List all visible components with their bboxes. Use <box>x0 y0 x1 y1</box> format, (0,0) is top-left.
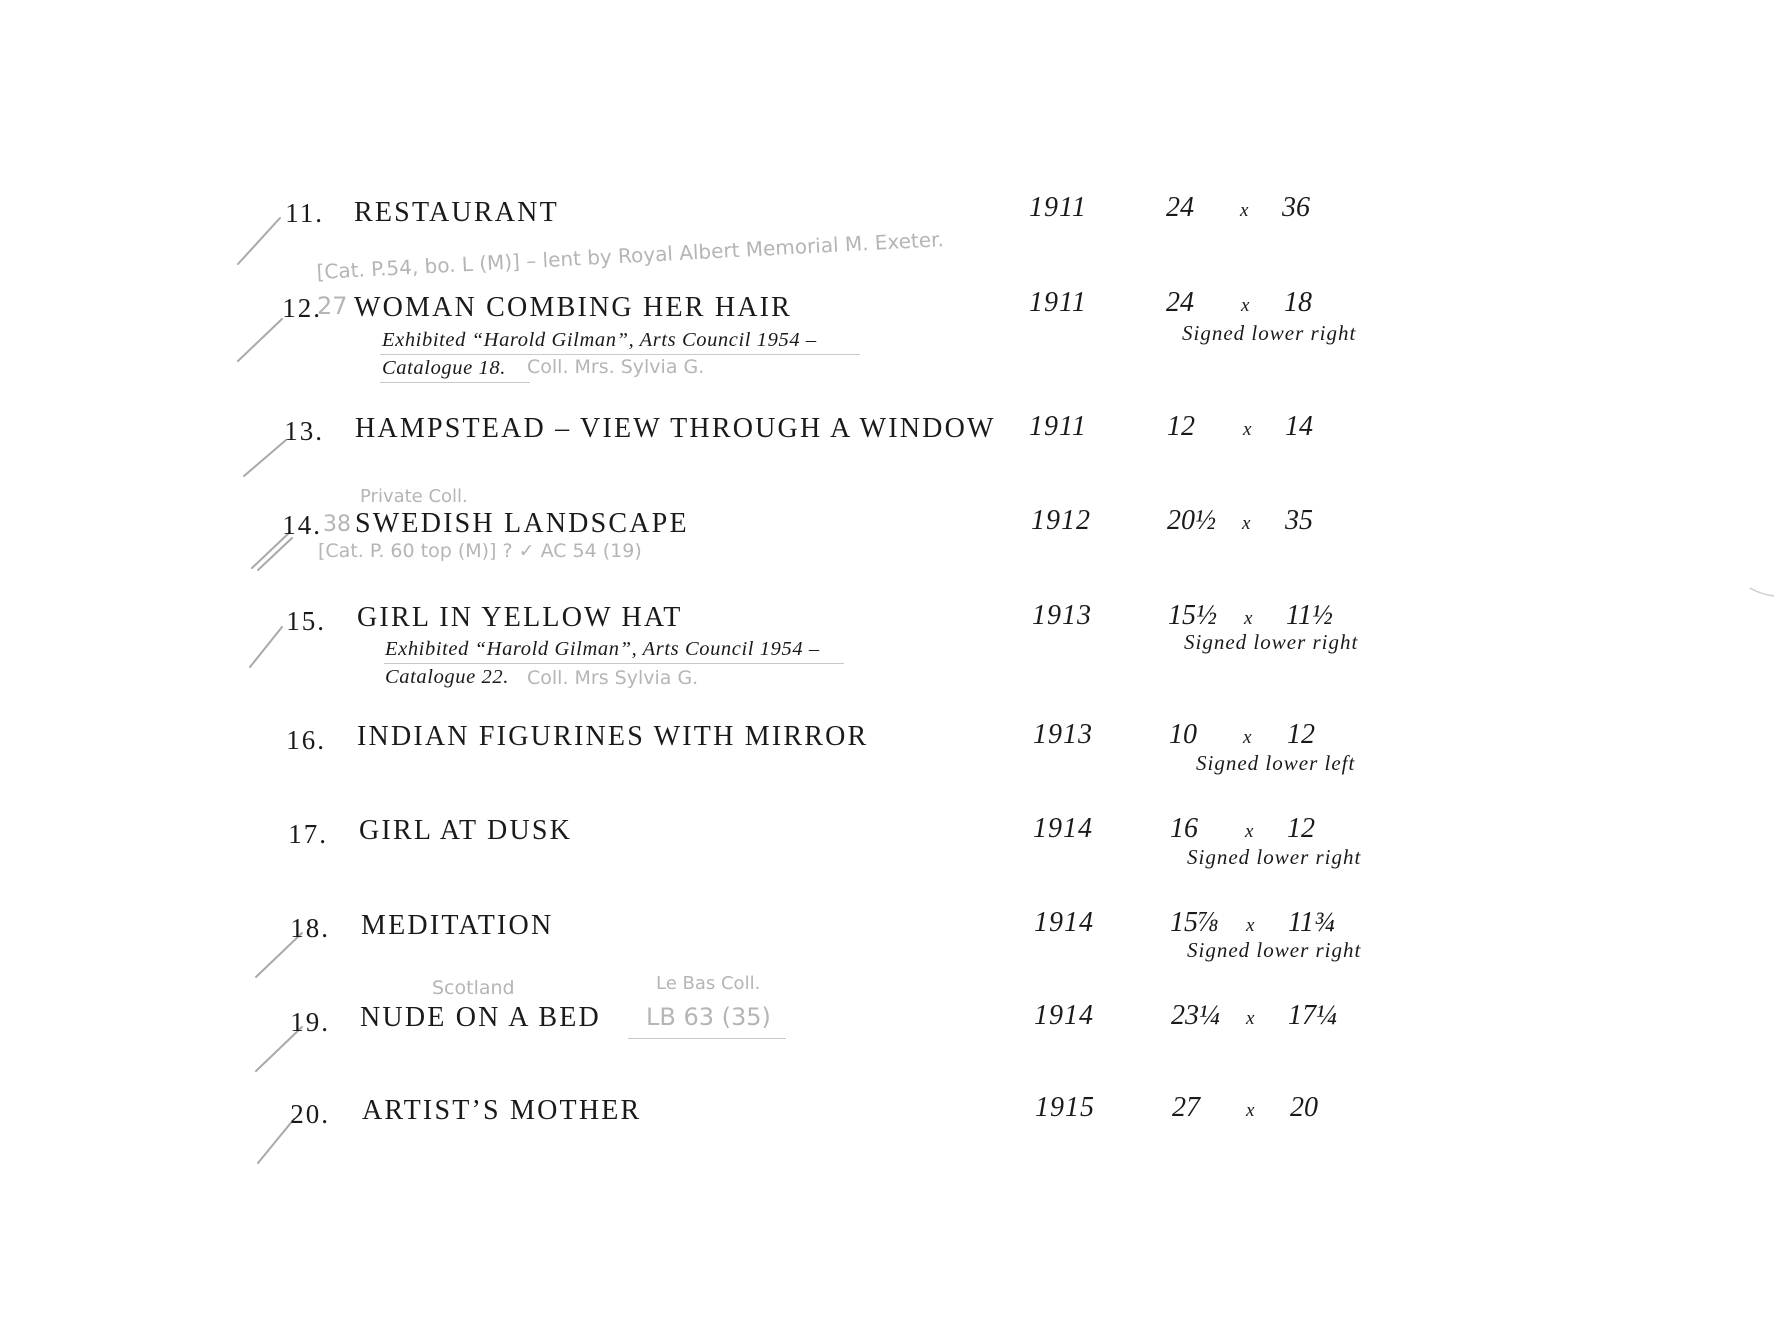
entry-year: 1913 <box>1033 719 1093 750</box>
dimension-separator: x <box>1242 513 1251 534</box>
signature-note: Signed lower right <box>1184 630 1359 654</box>
dimension-separator: x <box>1240 200 1249 221</box>
pencil-annotation: 27 <box>317 292 348 320</box>
dimension-separator: x <box>1243 419 1252 440</box>
signature-note: Signed lower right <box>1182 321 1357 345</box>
dimension-height: 12 <box>1287 719 1315 750</box>
catalogue-entry-15 <box>0 600 1778 723</box>
dimension-width: 10 <box>1169 719 1197 750</box>
entry-year: 1911 <box>1029 411 1087 442</box>
entry-title: SWEDISH LANDSCAPE <box>355 508 689 539</box>
entry-year: 1915 <box>1035 1092 1095 1123</box>
pencil-annotation: Private Coll. <box>360 486 468 507</box>
dimension-height: 36 <box>1282 192 1310 223</box>
dimension-width: 20½ <box>1167 505 1216 536</box>
entry-title: HAMPSTEAD – VIEW THROUGH A WINDOW <box>355 413 996 444</box>
exhibition-note: Exhibited “Harold Gilman”, Arts Council 1954 – <box>382 329 817 351</box>
dimension-height: 17¼ <box>1288 1000 1337 1031</box>
exhibition-note: Catalogue 18. <box>382 357 506 379</box>
dimension-width: 15½ <box>1168 600 1217 631</box>
dimension-width: 12 <box>1167 411 1195 442</box>
dimension-width: 15⅞ <box>1170 907 1219 938</box>
pencil-underline <box>384 663 844 664</box>
dimension-separator: x <box>1246 915 1255 936</box>
dimension-height: 20 <box>1290 1092 1318 1123</box>
pencil-annotation: Le Bas Coll. <box>656 973 761 994</box>
dimension-height: 11½ <box>1286 600 1333 631</box>
pencil-annotation: 38 <box>323 512 351 537</box>
pencil-underline <box>380 382 530 383</box>
entry-number: 19. <box>290 1007 330 1037</box>
entry-title: RESTAURANT <box>354 197 559 228</box>
pencil-annotation: Scotland <box>432 977 515 999</box>
pencil-underline <box>628 1038 786 1039</box>
entry-number: 16. <box>286 725 326 755</box>
pencil-annotation: Coll. Mrs Sylvia G. <box>527 667 699 689</box>
entry-number: 11. <box>285 198 324 228</box>
dimension-width: 24 <box>1166 287 1194 318</box>
dimension-width: 23¼ <box>1171 1000 1220 1031</box>
entry-year: 1911 <box>1029 287 1087 318</box>
dimension-separator: x <box>1245 821 1254 842</box>
dimension-width: 27 <box>1172 1092 1200 1123</box>
entry-number: 15. <box>286 606 326 636</box>
dimension-separator: x <box>1243 727 1252 748</box>
dimension-separator: x <box>1241 295 1250 316</box>
pencil-annotation: [Cat. P.54, bo. L (M)] – lent by Royal Albert Memorial M. Exeter. <box>316 227 945 284</box>
paper-edge-mark <box>1748 582 1778 602</box>
dimension-height: 18 <box>1284 287 1312 318</box>
entry-title: MEDITATION <box>361 910 554 941</box>
catalogue-entry-20 <box>0 1092 1778 1219</box>
catalogue-entry-12 <box>0 227 1778 410</box>
entry-number: 17. <box>288 819 328 849</box>
entry-title: ARTIST’S MOTHER <box>362 1095 642 1126</box>
exhibition-note: Exhibited “Harold Gilman”, Arts Council 1954 – <box>385 638 820 660</box>
dimension-width: 24 <box>1166 192 1194 223</box>
entry-year: 1914 <box>1034 1000 1094 1031</box>
pencil-annotation: LB 63 (35) <box>646 1003 771 1031</box>
entry-number: 18. <box>290 913 330 943</box>
entry-title: INDIAN FIGURINES WITH MIRROR <box>357 721 869 752</box>
dimension-separator: x <box>1246 1008 1255 1029</box>
entry-number: 13. <box>284 416 324 446</box>
dimension-height: 35 <box>1285 505 1313 536</box>
entry-title: GIRL IN YELLOW HAT <box>357 602 683 633</box>
dimension-height: 14 <box>1285 411 1313 442</box>
entry-number: 14. <box>282 510 322 540</box>
entry-year: 1914 <box>1033 813 1093 844</box>
signature-note: Signed lower right <box>1187 938 1362 962</box>
entry-year: 1911 <box>1029 192 1087 223</box>
signature-note: Signed lower right <box>1187 845 1362 869</box>
dimension-width: 16 <box>1170 813 1198 844</box>
signature-note: Signed lower left <box>1196 751 1356 775</box>
dimension-separator: x <box>1246 1100 1255 1121</box>
entry-title: WOMAN COMBING HER HAIR <box>354 292 793 323</box>
entry-number: 20. <box>290 1099 330 1129</box>
entry-year: 1914 <box>1034 907 1094 938</box>
entry-title: NUDE ON A BED <box>360 1002 601 1033</box>
entry-year: 1913 <box>1032 600 1092 631</box>
pencil-annotation: Coll. Mrs. Sylvia G. <box>527 356 705 378</box>
entry-year: 1912 <box>1031 505 1091 536</box>
dimension-separator: x <box>1244 608 1253 629</box>
entry-title: GIRL AT DUSK <box>359 815 573 846</box>
entry-number: 12. <box>282 293 322 323</box>
pencil-annotation: [Cat. P. 60 top (M)] ? ✓ AC 54 (19) <box>318 540 642 562</box>
exhibition-note: Catalogue 22. <box>385 666 509 688</box>
dimension-height: 11¾ <box>1288 907 1335 938</box>
dimension-height: 12 <box>1287 813 1315 844</box>
